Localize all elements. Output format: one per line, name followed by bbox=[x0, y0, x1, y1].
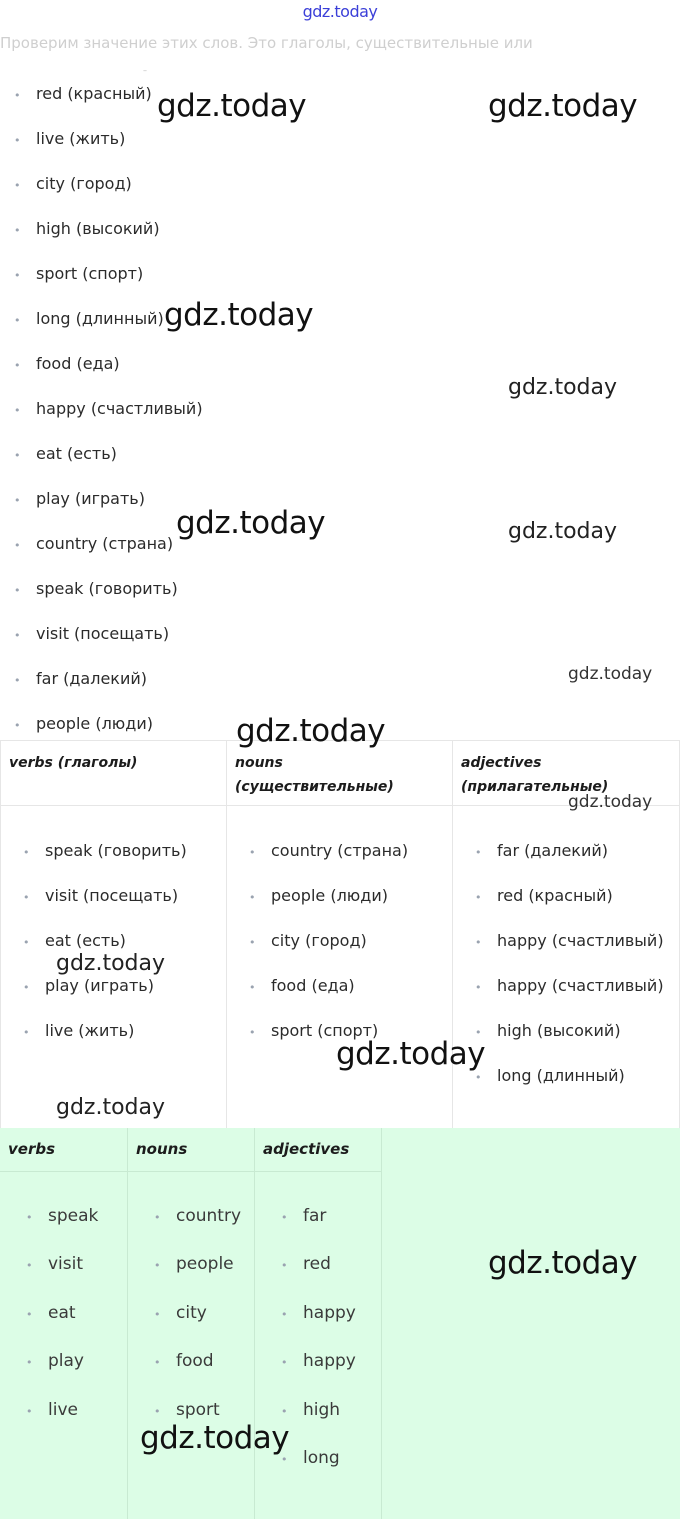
list-item: • country (страна) bbox=[14, 521, 203, 566]
watermark: gdz.today bbox=[164, 297, 314, 333]
table-cell: • live bbox=[26, 1386, 127, 1434]
table-cell: • eat bbox=[26, 1289, 127, 1337]
site-logo[interactable]: gdz.today bbox=[302, 2, 378, 21]
watermark: gdz.today bbox=[56, 951, 166, 976]
list-item: • people (люди) bbox=[14, 701, 203, 746]
word-list bbox=[14, 71, 203, 746]
table-cell: • country bbox=[154, 1192, 254, 1240]
watermark: gdz.today bbox=[568, 664, 653, 684]
table-cell: • happy bbox=[281, 1289, 381, 1337]
table-cell: • city bbox=[154, 1289, 254, 1337]
table-cell: • high bbox=[281, 1386, 381, 1434]
table-cell: • visit bbox=[26, 1240, 127, 1288]
table-cell: • high (высокий) bbox=[475, 1008, 679, 1053]
divider-mark: – bbox=[143, 66, 147, 75]
table-cell: • people bbox=[154, 1240, 254, 1288]
table-cell: • food (еда) bbox=[249, 963, 452, 1008]
watermark: gdz.today bbox=[176, 505, 326, 541]
list-item: • red (красный) bbox=[14, 71, 203, 116]
list-item: • speak (говорить) bbox=[14, 566, 203, 611]
column-verbs bbox=[0, 741, 227, 1129]
table-cell: • long (длинный) bbox=[475, 1053, 679, 1098]
watermark: gdz.today bbox=[157, 88, 307, 124]
intro-text: Проверим значение этих слов. Это глаголы, существительные или bbox=[0, 34, 533, 52]
watermark: gdz.today bbox=[508, 519, 618, 544]
table-english-only bbox=[0, 1128, 680, 1519]
list-item: • happy (счастливый) bbox=[14, 386, 203, 431]
column-header: nouns bbox=[128, 1128, 254, 1172]
table-cell: • happy (счастливый) bbox=[475, 918, 679, 963]
column-adjectives bbox=[255, 1128, 382, 1519]
column-nouns bbox=[227, 741, 453, 1129]
column-verbs bbox=[0, 1128, 128, 1519]
table-cell: • red (красный) bbox=[475, 873, 679, 918]
table-with-translations bbox=[0, 740, 680, 1128]
watermark: gdz.today bbox=[568, 792, 653, 812]
list-item: • city (город) bbox=[14, 161, 203, 206]
list-item: • live (жить) bbox=[14, 116, 203, 161]
table-cell: • sport bbox=[154, 1386, 254, 1434]
table-cell: • food bbox=[154, 1337, 254, 1385]
watermark: gdz.today bbox=[236, 713, 386, 749]
table-cell: • speak (говорить) bbox=[23, 828, 226, 873]
table-cell: • speak bbox=[26, 1192, 127, 1240]
column-header: nouns (существительные) bbox=[227, 741, 452, 806]
list-item: • food (еда) bbox=[14, 341, 203, 386]
table-cell: • long bbox=[281, 1434, 381, 1482]
table-cell: • red bbox=[281, 1240, 381, 1288]
watermark: gdz.today bbox=[508, 375, 618, 400]
list-item: • sport (спорт) bbox=[14, 251, 203, 296]
watermark: gdz.today bbox=[488, 1245, 638, 1281]
table-cell: • visit (посещать) bbox=[23, 873, 226, 918]
table-cell: • people (люди) bbox=[249, 873, 452, 918]
column-adjectives bbox=[453, 741, 680, 1129]
table-cell: • eat (есть) bbox=[23, 918, 226, 963]
list-item: • play (играть) bbox=[14, 476, 203, 521]
watermark: gdz.today bbox=[336, 1036, 486, 1072]
list-item: • visit (посещать) bbox=[14, 611, 203, 656]
table-cell: • city (город) bbox=[249, 918, 452, 963]
column-header: verbs bbox=[0, 1128, 127, 1172]
list-item: • far (далекий) bbox=[14, 656, 203, 701]
table-cell: • live (жить) bbox=[23, 1008, 226, 1053]
list-item: • long (длинный) bbox=[14, 296, 203, 341]
watermark: gdz.today bbox=[140, 1420, 290, 1456]
column-header: adjectives (прилагательные) bbox=[453, 741, 679, 806]
watermark: gdz.today bbox=[488, 88, 638, 124]
table-cell: • happy (счастливый) bbox=[475, 963, 679, 1008]
table-cell: • far bbox=[281, 1192, 381, 1240]
table-cell: • country (страна) bbox=[249, 828, 452, 873]
table-cell: • play (играть) bbox=[23, 963, 226, 1008]
column-header: adjectives bbox=[255, 1128, 381, 1172]
table-cell: • happy bbox=[281, 1337, 381, 1385]
watermark: gdz.today bbox=[56, 1095, 166, 1120]
table-cell: • play bbox=[26, 1337, 127, 1385]
list-item: • high (высокий) bbox=[14, 206, 203, 251]
list-item: • eat (есть) bbox=[14, 431, 203, 476]
column-header: verbs (глаголы) bbox=[1, 741, 226, 806]
column-nouns bbox=[128, 1128, 255, 1519]
table-cell: • sport (спорт) bbox=[249, 1008, 452, 1053]
table-cell: • far (далекий) bbox=[475, 828, 679, 873]
